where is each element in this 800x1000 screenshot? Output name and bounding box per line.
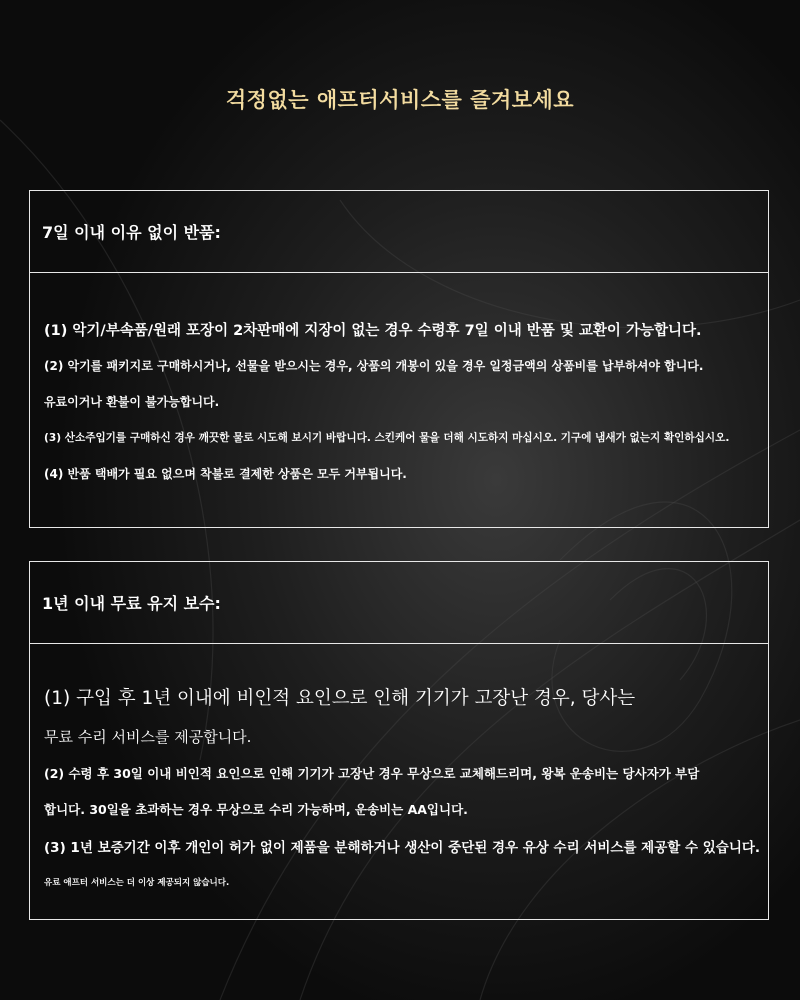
- return-policy-line: (2) 악기를 패키지로 구매하시거나, 선물을 받으시는 경우, 상품의 개봉이 있을 경우 일정금액의 상품비를 납부하셔야 합니다.: [44, 359, 704, 373]
- warranty-line: 유료 애프터 서비스는 더 이상 제공되지 않습니다.: [44, 878, 230, 888]
- warranty-panel: [29, 561, 769, 920]
- warranty-heading: 1년 이내 무료 유지 보수:: [30, 562, 768, 644]
- page-title: 걱정없는 애프터서비스를 즐겨보세요: [225, 88, 575, 112]
- warranty-line: (1) 구입 후 1년 이내에 비인적 요인으로 인해 기기가 고장난 경우, 당사는: [44, 688, 636, 709]
- warranty-line: 합니다. 30일을 초과하는 경우 무상으로 수리 가능하며, 운송비는 AA입니다.: [44, 802, 468, 817]
- warranty-line: (2) 수령 후 30일 이내 비인적 요인으로 인해 기기가 고장난 경우 무상으로 교체해드리며, 왕복 운송비는 당사자가 부담: [44, 766, 700, 781]
- warranty-line: 무료 수리 서비스를 제공합니다.: [44, 728, 252, 746]
- return-policy-line: (4) 반품 택배가 필요 없으며 착불로 결제한 상품은 모두 거부됩니다.: [44, 467, 407, 481]
- return-policy-heading: 7일 이내 이유 없이 반품:: [30, 191, 768, 273]
- return-policy-panel: [29, 190, 769, 528]
- return-policy-line: (3) 산소주입기를 구매하신 경우 깨끗한 물로 시도해 보시기 바랍니다. 스킨케어 물을 더해 시도하지 마십시오. 기구에 냄새가 없는지 확인하십시오.: [44, 432, 730, 444]
- warranty-line: (3) 1년 보증기간 이후 개인이 허가 없이 제품을 분해하거나 생산이 중단된 경우 유상 수리 서비스를 제공할 수 있습니다.: [44, 840, 761, 856]
- return-policy-line: (1) 악기/부속품/원래 포장이 2차판매에 지장이 없는 경우 수령후 7일 이내 반품 및 교환이 가능합니다.: [44, 323, 702, 339]
- return-policy-line: 유료이거나 환불이 불가능합니다.: [44, 395, 220, 409]
